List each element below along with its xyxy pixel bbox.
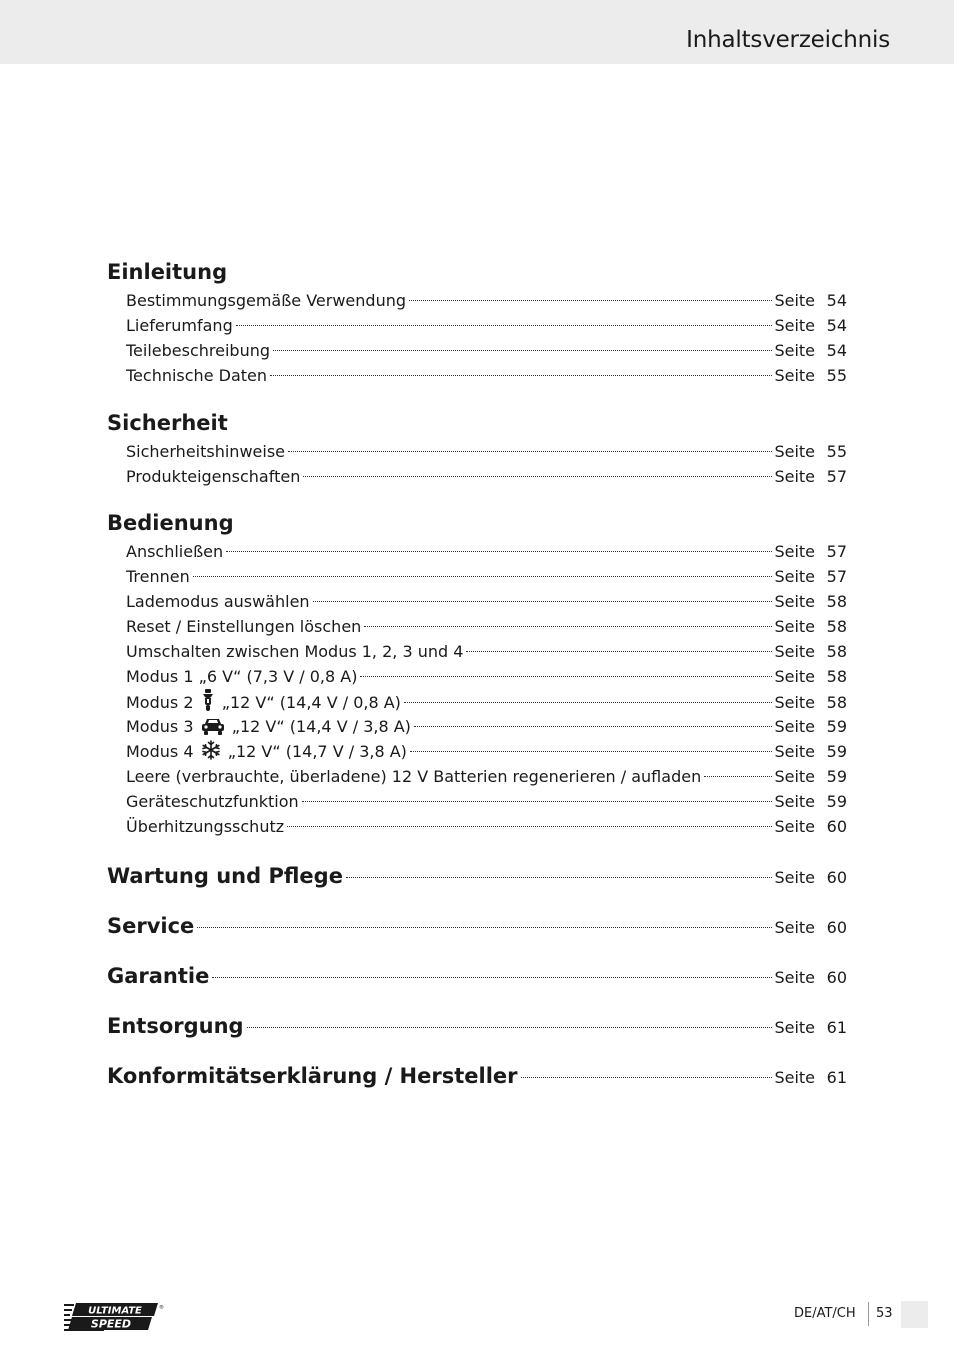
toc-entry[interactable]	[107, 814, 847, 839]
entry-label	[126, 739, 407, 767]
entry-label: Überhitzungsschutz	[126, 817, 285, 836]
seite-label: Seite	[774, 868, 815, 887]
toc-entry[interactable]	[107, 288, 847, 313]
seite-label: Seite	[774, 667, 815, 686]
entry-label: Service	[107, 914, 195, 938]
section-title: Bedienung	[107, 511, 234, 535]
toc-entry[interactable]	[107, 464, 847, 489]
page-number: 61	[826, 1018, 847, 1037]
entry-label: Entsorgung	[107, 1014, 244, 1038]
toc-entry[interactable]	[107, 614, 847, 639]
footer-divider	[868, 1302, 869, 1326]
page-number: 58	[826, 667, 847, 686]
seite-label: Seite	[774, 968, 815, 987]
page-title: Inhaltsverzeichnis	[686, 27, 890, 53]
seite-label: Seite	[774, 693, 815, 712]
page-number: 60	[826, 817, 847, 836]
dot-leader	[247, 1026, 773, 1028]
toc-entry-major[interactable]	[107, 901, 847, 951]
page-number: 58	[826, 592, 847, 611]
table-of-contents	[107, 256, 847, 1101]
toc-entry[interactable]	[107, 539, 847, 564]
dot-leader	[346, 876, 772, 878]
entry-label-suffix: „12 V“ (14,4 V / 3,8 A)	[231, 717, 411, 736]
toc-entry[interactable]	[107, 664, 847, 689]
entry-label-suffix: „12 V“ (14,4 V / 0,8 A)	[221, 693, 401, 712]
page-number: 54	[826, 291, 847, 310]
entry-label: Technische Daten	[126, 366, 268, 385]
page-number-footer: 53	[876, 1306, 893, 1321]
seite-label: Seite	[774, 366, 815, 385]
dot-leader	[704, 775, 772, 777]
page-number: 59	[826, 717, 847, 736]
toc-entry[interactable]	[107, 564, 847, 589]
page-number: 59	[826, 767, 847, 786]
toc-section-einleitung	[107, 256, 847, 388]
dot-leader	[302, 800, 773, 802]
dot-leader	[226, 550, 772, 552]
toc-entry[interactable]	[107, 739, 847, 764]
dot-leader	[288, 450, 772, 452]
page-number: 57	[826, 542, 847, 561]
seite-label: Seite	[774, 291, 815, 310]
dot-leader	[410, 750, 773, 752]
page-number: 55	[826, 442, 847, 461]
entry-label	[126, 714, 411, 742]
seite-label: Seite	[774, 341, 815, 360]
page-number: 58	[826, 617, 847, 636]
toc-entry[interactable]	[107, 313, 847, 338]
svg-text:®: ®	[159, 1305, 164, 1311]
page-number: 59	[826, 742, 847, 761]
brand-logo	[64, 1302, 162, 1332]
entry-label: Reset / Einstellungen löschen	[126, 617, 362, 636]
footer-tab	[901, 1301, 928, 1328]
dot-leader	[404, 701, 773, 703]
page-number: 54	[826, 316, 847, 335]
page-number: 61	[826, 1068, 847, 1087]
toc-entry[interactable]	[107, 639, 847, 664]
dot-leader	[287, 825, 772, 827]
toc-entry-major[interactable]	[107, 851, 847, 901]
toc-entry[interactable]	[107, 338, 847, 363]
entry-label: Leere (verbrauchte, überladene) 12 V Batterien regenerieren / aufladen	[126, 767, 702, 786]
page-number: 57	[826, 567, 847, 586]
entry-label: Teilebeschreibung	[126, 341, 271, 360]
entry-label: Sicherheitshinweise	[126, 442, 285, 461]
toc-section-bedienung	[107, 507, 847, 839]
entry-label-prefix: Modus 4	[126, 742, 194, 761]
seite-label: Seite	[774, 1068, 815, 1087]
entry-label: Umschalten zwischen Modus 1, 2, 3 und 4	[126, 642, 464, 661]
dot-leader	[197, 926, 772, 928]
toc-entry-major[interactable]	[107, 1051, 847, 1101]
dot-leader	[236, 324, 773, 326]
dot-leader	[364, 625, 772, 627]
entry-label: Geräteschutzfunktion	[126, 792, 299, 811]
entry-label-suffix: „12 V“ (14,7 V / 3,8 A)	[227, 742, 407, 761]
page-number: 60	[826, 968, 847, 987]
toc-entry[interactable]	[107, 789, 847, 814]
seite-label: Seite	[774, 792, 815, 811]
entry-label-prefix: Modus 2	[126, 693, 194, 712]
section-title: Einleitung	[107, 260, 228, 284]
seite-label: Seite	[774, 742, 815, 761]
page-number: 58	[826, 693, 847, 712]
dot-leader	[270, 374, 772, 376]
entry-label: Anschließen	[126, 542, 224, 561]
seite-label: Seite	[774, 592, 815, 611]
page-number: 58	[826, 642, 847, 661]
entry-label: Trennen	[126, 567, 190, 586]
page-number: 59	[826, 792, 847, 811]
entry-label: Lieferumfang	[126, 316, 233, 335]
dot-leader	[521, 1076, 773, 1078]
seite-label: Seite	[774, 767, 815, 786]
seite-label: Seite	[774, 918, 815, 937]
entry-label-prefix: Modus 3	[126, 717, 194, 736]
toc-entry[interactable]	[107, 764, 847, 789]
svg-text:ULTIMATE: ULTIMATE	[88, 1305, 142, 1317]
entry-label: Wartung und Pflege	[107, 864, 343, 888]
dot-leader	[273, 349, 772, 351]
toc-entry[interactable]	[107, 714, 847, 739]
entry-label: Konformitätserklärung / Hersteller	[107, 1064, 518, 1088]
page-number: 60	[826, 918, 847, 937]
page-number: 54	[826, 341, 847, 360]
toc-section-sicherheit	[107, 407, 847, 489]
page-number: 55	[826, 366, 847, 385]
toc-entry[interactable]	[107, 689, 847, 714]
section-title: Sicherheit	[107, 411, 228, 435]
entry-label: Produkteigenschaften	[126, 467, 301, 486]
seite-label: Seite	[774, 617, 815, 636]
language-codes: DE/AT/CH	[794, 1306, 856, 1321]
toc-entry[interactable]	[107, 439, 847, 464]
page-number: 57	[826, 467, 847, 486]
dot-leader	[303, 475, 772, 477]
seite-label: Seite	[774, 316, 815, 335]
seite-label: Seite	[774, 567, 815, 586]
seite-label: Seite	[774, 467, 815, 486]
toc-entry-major[interactable]	[107, 951, 847, 1001]
page-number: 60	[826, 868, 847, 887]
toc-entry[interactable]	[107, 363, 847, 388]
dot-leader	[360, 675, 772, 677]
dot-leader	[466, 650, 772, 652]
dot-leader	[212, 976, 772, 978]
svg-text:SPEED: SPEED	[90, 1317, 132, 1331]
entry-label: Lademodus auswählen	[126, 592, 310, 611]
dot-leader	[313, 600, 773, 602]
dot-leader	[193, 575, 773, 577]
entry-label: Garantie	[107, 964, 210, 988]
seite-label: Seite	[774, 817, 815, 836]
dot-leader	[409, 299, 772, 301]
seite-label: Seite	[774, 717, 815, 736]
seite-label: Seite	[774, 542, 815, 561]
seite-label: Seite	[774, 1018, 815, 1037]
dot-leader	[414, 725, 773, 727]
seite-label: Seite	[774, 642, 815, 661]
entry-label: Modus 1 „6 V“ (7,3 V / 0,8 A)	[126, 667, 358, 686]
toc-entry-major[interactable]	[107, 1001, 847, 1051]
entry-label: Bestimmungsgemäße Verwendung	[126, 291, 407, 310]
seite-label: Seite	[774, 442, 815, 461]
toc-entry[interactable]	[107, 589, 847, 614]
snowflake-icon	[201, 740, 221, 767]
